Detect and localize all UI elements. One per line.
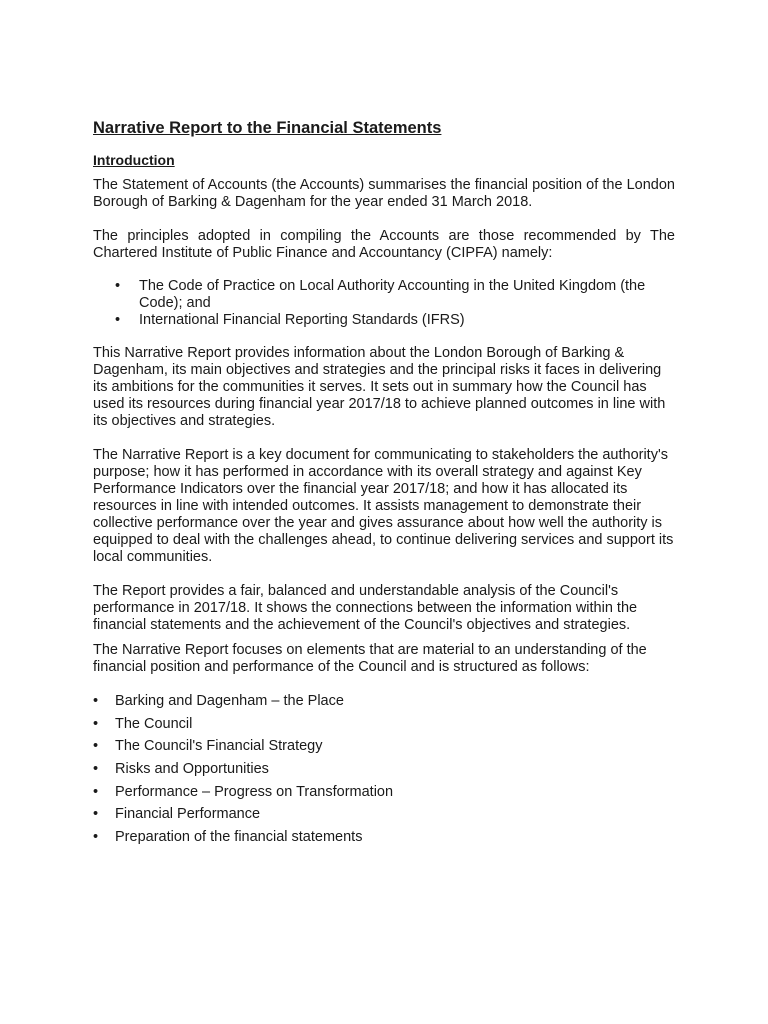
- list-item: [93, 738, 675, 755]
- list-item: [93, 716, 675, 733]
- bullet-icon: •: [93, 806, 99, 823]
- list-item: [93, 278, 675, 312]
- list-item-text: The Council: [115, 715, 193, 732]
- bullet-icon: •: [115, 312, 121, 328]
- paragraph-focus: The Narrative Report focuses on elements that are material to an understanding of the financial position and performance of the Council and is structured as follows:: [93, 642, 647, 675]
- list-item-text: Risks and Opportunities: [115, 761, 269, 778]
- document-title: Narrative Report to the Financial Statements: [93, 119, 442, 137]
- bullet-icon: •: [93, 761, 99, 778]
- bullet-icon: •: [115, 278, 121, 294]
- bullet-icon: •: [93, 829, 99, 846]
- list-item-text: Performance – Progress on Transformation: [115, 783, 394, 800]
- list-item-text: Preparation of the financial statements: [115, 829, 363, 846]
- structure-list: [93, 693, 675, 846]
- principles-list: [93, 278, 675, 329]
- list-item-text: Financial Performance: [115, 806, 261, 823]
- bullet-icon: •: [93, 693, 99, 709]
- list-item-text: Barking and Dagenham – the Place: [115, 693, 344, 709]
- list-item: [93, 784, 675, 801]
- list-item-text: The Code of Practice on Local Authority Accounting in the United Kingdom (the Code); and: [139, 278, 646, 311]
- list-item: [93, 761, 675, 778]
- list-item: [93, 312, 675, 329]
- paragraph-principles: The principles adopted in compiling the Accounts are those recommended by The Chartered Institute of Public Finance and Accountancy (CIPFA) namely:: [93, 228, 675, 261]
- list-item-text: International Financial Reporting Standards (IFRS): [139, 312, 465, 328]
- paragraph-intro: The Statement of Accounts (the Accounts) summarises the financial position of the London Borough of Barking & Dagenham for the year ended 31 March 2018.: [93, 177, 675, 210]
- paragraph-report-analysis: The Report provides a fair, balanced and understandable analysis of the Council's performance in 2017/18. It shows the connections between the information within the financial statements and the achievement of the Council's objectives and strategies.: [93, 583, 638, 633]
- bullet-icon: •: [93, 738, 99, 755]
- list-item-text: The Council's Financial Strategy: [115, 738, 323, 755]
- bullet-icon: •: [93, 783, 99, 800]
- list-item: [93, 693, 675, 710]
- list-item: [93, 829, 675, 846]
- introduction-heading: Introduction: [93, 152, 175, 168]
- bullet-icon: •: [93, 715, 99, 732]
- list-item: [93, 806, 675, 823]
- document-page: [93, 118, 675, 852]
- paragraph-key-document: The Narrative Report is a key document for communicating to stakeholders the authority's purpose; how it has performed in accordance with its overall strategy and against Key Performance Indicators over the financial year 2017/18; and how it has allocated its resources in line with intended outcomes. It assists management to demonstrate their collective performance over the year and gives assurance about how well the authority is equipped to deal with the challenges ahead, to continue delivering services and support its local communities.: [93, 447, 674, 565]
- paragraph-about: This Narrative Report provides information about the London Borough of Barking & Dagenham, its main objectives and strategies and the principal risks it faces in delivering its ambitions for the communities it serves. It sets out in summary how the Council has used its resources during financial year 2017/18 to achieve planned outcomes in line with its objectives and strategies.: [93, 345, 666, 429]
